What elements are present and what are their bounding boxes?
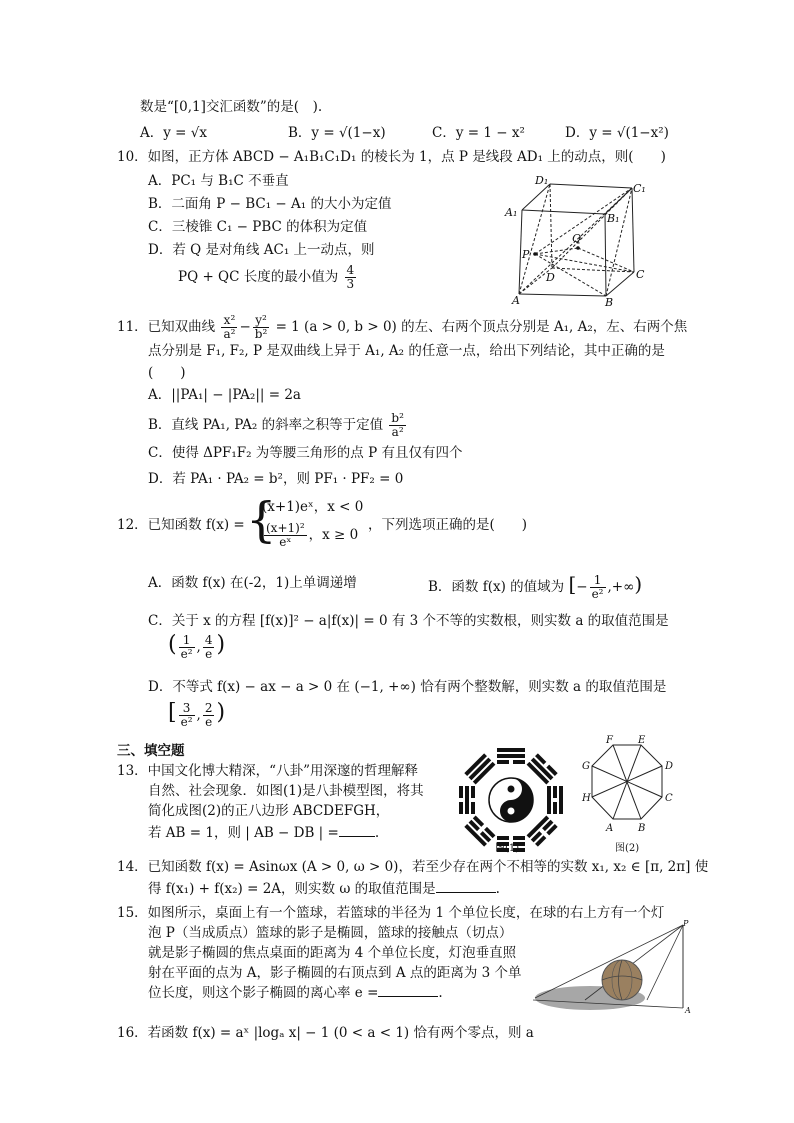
q9-option-d: D．y = √(1−x²) <box>565 125 669 141</box>
bagua-figure <box>456 745 566 855</box>
q13-line1: 13．中国文化博大精深，“八卦”用深邃的哲理解释 <box>117 763 418 779</box>
q11-optb-text: B．直线 PA₁, PA₂ 的斜率之积等于定值 <box>148 417 384 433</box>
basketball-label-p: P <box>683 919 689 928</box>
q11-frac1 <box>221 314 237 341</box>
q12-option-d: D．不等式 f(x) − ax − a > 0 在 (−1, +∞) 恰有两个整数解，则实数 a 的取值范围是 <box>148 679 667 695</box>
q15-line2: 泡 P（当成质点）篮球的影子是椭圆，篮球的接触点（切点） <box>148 925 513 941</box>
q15-l5-text: 位长度，则这个影子椭圆的离心率 e = <box>148 985 379 1001</box>
q15-line3: 就是影子椭圆的焦点桌面的距离为 4 个单位长度，灯泡垂直照 <box>148 945 517 961</box>
q12-optb-text: B．函数 f(x) 的值域为 <box>428 579 565 595</box>
cube-label-b1: B₁ <box>607 212 620 225</box>
cube-label-a1: A₁ <box>505 206 518 219</box>
q12-optc-d1: e² <box>180 647 193 661</box>
q12-optc-frac2 <box>203 634 215 661</box>
cube-label-b: B <box>605 296 614 309</box>
q11-frac2-den: b² <box>254 327 268 341</box>
q10-option-b: B．二面角 P − BC₁ − A₁ 的大小为定值 <box>148 196 392 212</box>
q12-optc-n1: 1 <box>179 634 195 648</box>
q11-frac2-num: y² <box>253 314 270 328</box>
q12-optb-den: e² <box>591 587 604 601</box>
octagon-label-g: G <box>582 761 590 772</box>
q11-frac1-den: a² <box>223 327 236 341</box>
q13-line3: 简化成图(2)的正八边形 ABCDEFGH， <box>148 803 390 819</box>
q12-optb-post: +∞ <box>611 579 635 595</box>
basketball-label-a: A <box>685 1006 691 1015</box>
q13-l4-text: 若 AB = 1，则 | AB − DB | = <box>148 825 339 841</box>
q12-optd-d2: e <box>205 715 213 729</box>
q12-option-b: B．函数 f(x) 的值域为 [− $\frac{1}{\text{e²}}$ ,+∞) <box>428 572 643 601</box>
q11-option-d: D．若 PA₁ · PA₂ = b²，则 PF₁ · PF₂ = 0 <box>148 471 404 487</box>
octagon-label-e: E <box>638 735 646 746</box>
q12-brace: { <box>246 492 277 548</box>
q12-optc-d2: e <box>205 647 213 661</box>
q12-option-c: C．关于 x 的方程 [f(x)]² − a|f(x)| = 0 有 3 个不等的实数根，则实数 a 的取值范围是 <box>148 613 669 629</box>
q11-optb-num: b² <box>391 411 404 425</box>
q10-option-c: C．三棱锥 C₁ − PBC 的体积为定值 <box>148 219 368 235</box>
cube-figure <box>502 172 652 307</box>
q11-stem-line2: 点分别是 F₁, F₂, P 是双曲线上异于 A₁, A₂ 的任意一点，给出下列结论，其中正确的是 <box>148 343 665 359</box>
q13-answer-blank[interactable] <box>339 824 375 837</box>
q12-case2-num: (x+1)² <box>266 521 305 535</box>
basketball-icon <box>602 960 642 1000</box>
q15-line5: 位长度，则这个影子椭圆的离心率 e = . <box>148 985 443 1001</box>
q15-answer-blank[interactable] <box>378 984 438 997</box>
q12-optc-frac1 <box>179 634 195 661</box>
q14-line2: 得 f(x₁) + f(x₂) = 2A，则实数 ω 的取值范围是 . <box>148 881 500 897</box>
q12-case2-den: eˣ <box>279 535 292 549</box>
q12-optd-frac1 <box>179 702 195 729</box>
basketball-shadow-figure <box>525 920 690 1020</box>
q11-option-a: A．||PA₁| − |PA₂|| = 2a <box>148 387 301 403</box>
q12-stem-post: ，下列选项正确的是( ) <box>368 517 528 533</box>
q11-frac2 <box>253 314 270 341</box>
q12-optb-frac <box>590 574 606 601</box>
q10-d2-text: PQ + QC 长度的最小值为 <box>178 269 339 285</box>
q11-stem-post: = 1 (a > 0, b > 0) 的左、右两个顶点分别是 A₁, A₂，左、右两个焦 <box>275 319 688 335</box>
q14-l2-text: 得 f(x₁) + f(x₂) = 2A，则实数 ω 的取值范围是 <box>148 881 436 897</box>
q10-option-d-line2 <box>178 264 358 291</box>
q13-line2: 自然、社会现象．如图(1)是八卦模型图，将其 <box>148 783 424 799</box>
cube-label-a: A <box>512 294 520 307</box>
q12-option-d-range: [ $\frac{3}{\text{e²}}$ , $\frac{2}{e}$ ) <box>168 700 226 729</box>
octagon-caption: 图(2) <box>615 843 640 854</box>
q11-option-b <box>148 412 408 439</box>
cube-label-d: D <box>546 271 555 284</box>
q12-optd-frac2 <box>203 702 215 729</box>
octagon-label-d: D <box>665 761 674 772</box>
q10-d2-den: 3 <box>346 277 355 291</box>
octagon-label-b: B <box>638 823 646 834</box>
octagon-label-h: H <box>582 793 591 804</box>
q12-case2 <box>262 522 358 549</box>
q12-option-a: A．函数 f(x) 在(-2，1)上单调递增 <box>148 575 357 591</box>
octagon-figure <box>578 735 678 840</box>
q12-case2-cond: ，x ≥ 0 <box>308 527 359 543</box>
cube-label-c: C <box>636 268 645 281</box>
octagon-label-c: C <box>665 793 673 804</box>
q12-optd-n2: 2 <box>204 701 213 715</box>
q12-optb-num: 1 <box>590 574 606 588</box>
q14-line1: 14．已知函数 f(x) = Asinωx (A > 0, ω > 0)，若至少存在两个不相等的实数 x₁, x₂ ∈ [π, 2π] 使 <box>117 859 709 875</box>
q16-line1: 16．若函数 f(x) = aˣ |logₐ x| − 1 (0 < a < 1) 恰有两个零点，则 a <box>117 1025 534 1041</box>
q13-line4: 若 AB = 1，则 | AB − DB | = . <box>148 825 380 841</box>
q10-option-d: D．若 Q 是对角线 AC₁ 上一动点，则 <box>148 242 375 258</box>
cube-label-d1: D₁ <box>535 174 549 187</box>
q11-optb-den: a² <box>391 425 404 439</box>
q12-stem-pre: 12．已知函数 f(x) = <box>117 517 245 533</box>
q15-line4: 射在平面的点为 A，影子椭圆的右顶点到 A 点的距离为 3 个单 <box>148 965 522 981</box>
q14-answer-blank[interactable] <box>436 880 496 893</box>
q12-case1: (x+1)eˣ，x < 0 <box>262 499 364 515</box>
q12-case2-frac <box>264 522 307 549</box>
octagon-label-a: A <box>606 823 614 834</box>
q12-optd-n1: 3 <box>179 702 195 716</box>
yin-yang-icon <box>489 778 533 822</box>
q9-stem-end: 数是“[0,1]交汇函数”的是( ). <box>140 99 323 115</box>
q11-stem-pre: 11．已知双曲线 <box>117 319 216 335</box>
q10-stem: 10．如图，正方体 ABCD − A₁B₁C₁D₁ 的棱长为 1，点 P 是线段 AD₁ 上的动点，则( ) <box>117 149 666 165</box>
q11-stem: 11．已知双曲线 $\frac{\text{x²}}{\text{a²}}$ − $\frac{\text{y²}}{\text{b²}}$ = 1 (a > 0, b > 0) 的左、右两个顶点分别是 A₁, A₂，左、右两个焦 <box>117 313 688 341</box>
q10-option-a: A．PC₁ 与 B₁C 不垂直 <box>148 173 289 189</box>
cube-label-q: Q <box>572 232 582 245</box>
q12-option-c-range: ( $\frac{1}{\text{e²}}$ , $\frac{4}{e}$ ) <box>168 632 226 661</box>
q10-d2-num: 4 <box>346 263 355 277</box>
q9-option-a: A．y = √x <box>140 125 207 141</box>
cube-label-c1: C₁ <box>633 182 646 195</box>
q15-line1: 15．如图所示，桌面上有一个篮球，若篮球的半径为 1 个单位长度，在球的右上方有一个灯 <box>117 905 665 921</box>
q11-frac1-num: x² <box>221 314 237 328</box>
section-title-fill-in: 三、填空题 <box>117 743 185 759</box>
octagon-label-f: F <box>606 735 613 746</box>
q12-optd-d1: e² <box>180 715 193 729</box>
cube-label-p: P <box>522 248 530 261</box>
q12-optc-n2: 4 <box>204 633 213 647</box>
bagua-caption: 图(1) <box>495 843 520 854</box>
q10-d2-fraction <box>345 264 357 291</box>
q9-option-c: C．y = 1 − x² <box>432 125 525 141</box>
q11-optb-frac <box>389 412 406 439</box>
q11-stem-line3: ( ) <box>148 365 186 381</box>
q11-option-c: C．使得 ΔPF₁F₂ 为等腰三角形的点 P 有且仅有四个 <box>148 445 463 461</box>
q9-option-b: B．y = √(1−x) <box>288 125 386 141</box>
